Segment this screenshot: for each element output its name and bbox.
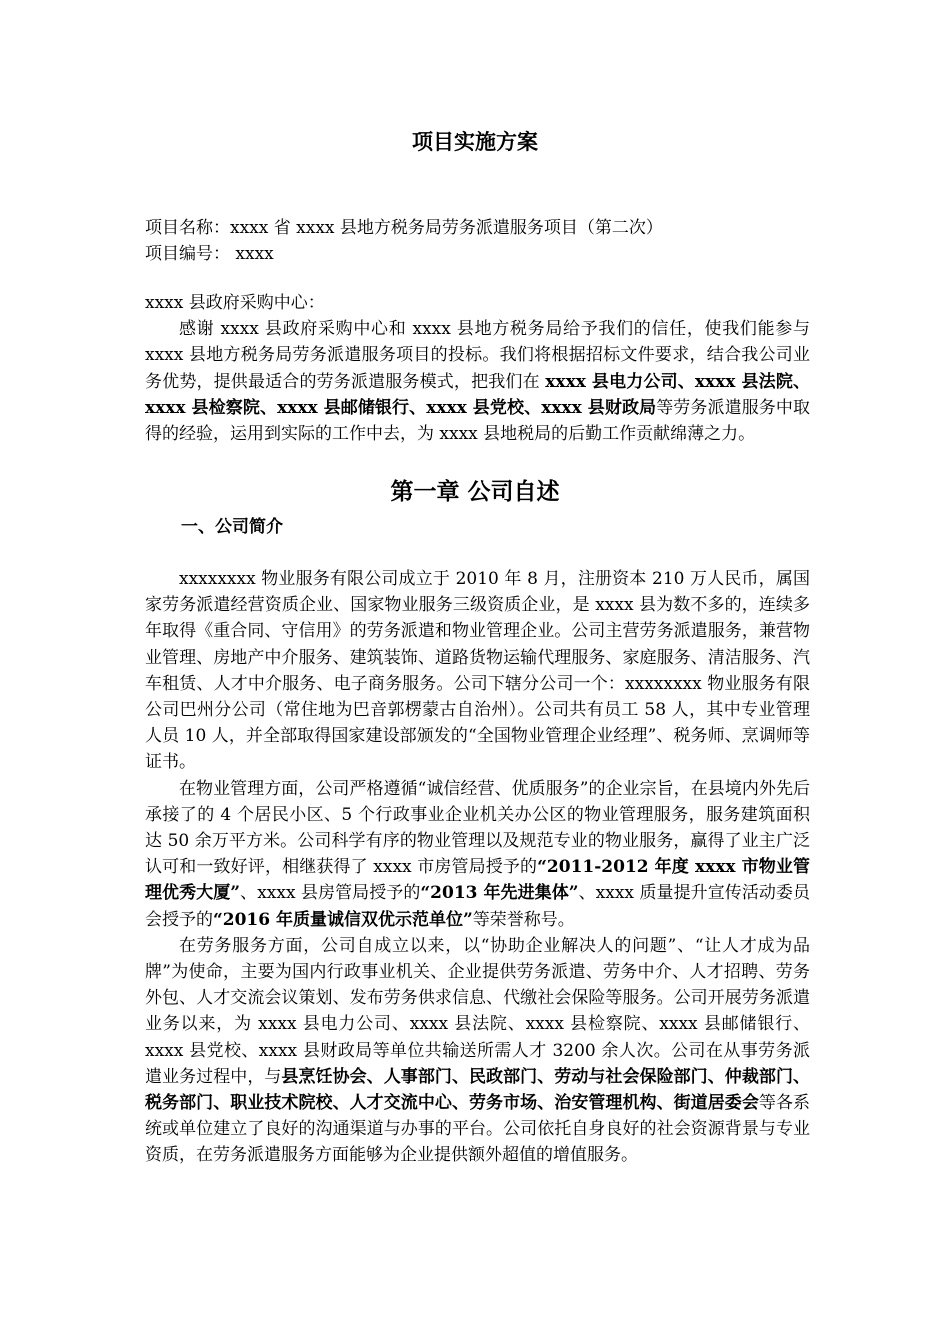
section-title: 一、公司简介 xyxy=(181,517,283,537)
letter-salutation: xxxx 县政府采购中心： xyxy=(145,293,325,313)
award-2: “2013 年先进集体” xyxy=(420,883,579,904)
intro-paragraph-2: 在物业管理方面，公司严格遵循“诚信经营、优质服务”的企业宗旨，在县境内外先后承接了的 4 个居民小区、5 个行政事业企业机关办公区的物业管理服务，服务建筑面积达 50 余万平方米。公司科学有序的物业管理以及规范专业的物业服务，赢得了业主广泛认可和一致好评，相继获得了 xxxx 市房管局授予的“2011-2012 年度 xxxx 市物业管理优秀大厦”、xxxx 县房管局授予的“2013 年先进集体”、xxxx 质量提升宣传活动委员会授予的“2016 年质量诚信双优示范单位”等荣誉称号。 xyxy=(145,778,810,930)
document-title: 项目实施方案 xyxy=(412,130,538,154)
cover-letter xyxy=(145,290,810,447)
intro-paragraph-1: xxxxxxxx 物业服务有限公司成立于 2010 年 8 月，注册资本 210 万人民币，属国家劳务派遣经营资质企业、国家物业服务三级资质企业，是 xxxx 县为数不多的，连续多年取得《重合同、守信用》的劳务派遣和物业管理企业。公司主营劳务派遣服务，兼营物业管理、房地产中介服务、建筑装饰、道路货物运输代理服务、家庭服务、清洁服务、汽车租赁、人才中介服务、电子商务服务。公司下辖分公司一个：xxxxxxxx 物业服务有限公司巴州分公司（常住地为巴音郭楞蒙古自治州）。公司共有员工 58 人，其中专业管理人员 10 人，并全部取得国家建设部颁发的“全国物业管理企业经理”、税务师、烹调师等证书。 xyxy=(145,569,810,773)
chapter-title: 第一章 公司自述 xyxy=(390,479,560,505)
company-intro xyxy=(145,566,810,1169)
award-1: “2011-2012 年度 xxxx 市物业管理优秀大厦” xyxy=(145,857,810,904)
letter-paragraph: 感谢 xxxx 县政府采购中心和 xxxx 县地方税务局给予我们的信任，使我们能参与 xxxx 县地方税务局劳务派遣服务项目的投标。我们将根据招标文件要求，结合我公司业务优势，提供最适合的劳务派遣服务模式，把我们在 xxxx 县电力公司、xxxx 县法院、xxxx 县检察院、xxxx 县邮储银行、xxxx 县党校、xxxx 县财政局等劳务派遣服务中取得的经验，运用到实际的工作中去，为 xxxx 县地税局的后勤工作贡献绵薄之力。 xyxy=(145,319,811,445)
award-3: “2016 年质量诚信双优示范单位” xyxy=(213,909,473,930)
project-number-line: 项目编号： xxxx xyxy=(145,244,274,264)
reference-clients: xxxx 县电力公司、xxxx 县法院、xxxx 县检察院、xxxx 县邮储银行、xxxx 县党校、xxxx 县财政局 xyxy=(145,371,810,418)
intro-paragraph-3: 在劳务服务方面，公司自成立以来，以“协助企业解决人的问题”、“让人才成为品牌”为使命，主要为国内行政事业机关、企业提供劳务派遣、劳务中介、人才招聘、劳务外包、人才交流会议策划、发布劳务供求信息、代缴社会保险等服务。公司开展劳务派遣业务以来，为 xxxx 县电力公司、xxxx 县法院、xxxx 县检察院、xxxx 县邮储银行、xxxx 县党校、xxxx 县财政局等单位共输送所需人才 3200 余人次。公司在从事劳务派遣业务过程中，与县烹饪协会、人事部门、民政部门、劳动与社会保险部门、仲裁部门、税务部门、职业技术院校、人才交流中心、劳务市场、治安管理机构、街道居委会等各系统或单位建立了良好的沟通渠道与办事的平台。公司依托自身良好的社会资源背景与专业资质，在劳务派遣服务方面能够为企业提供额外超值的增值服务。 xyxy=(145,935,811,1166)
project-name-line: 项目名称：xxxx 省 xxxx 县地方税务局劳务派遣服务项目（第二次） xyxy=(145,218,663,238)
partner-organizations: 县烹饪协会、人事部门、民政部门、劳动与社会保险部门、仲裁部门、税务部门、职业技术院校、人才交流中心、劳务市场、治安管理机构、街道居委会 xyxy=(145,1066,810,1114)
